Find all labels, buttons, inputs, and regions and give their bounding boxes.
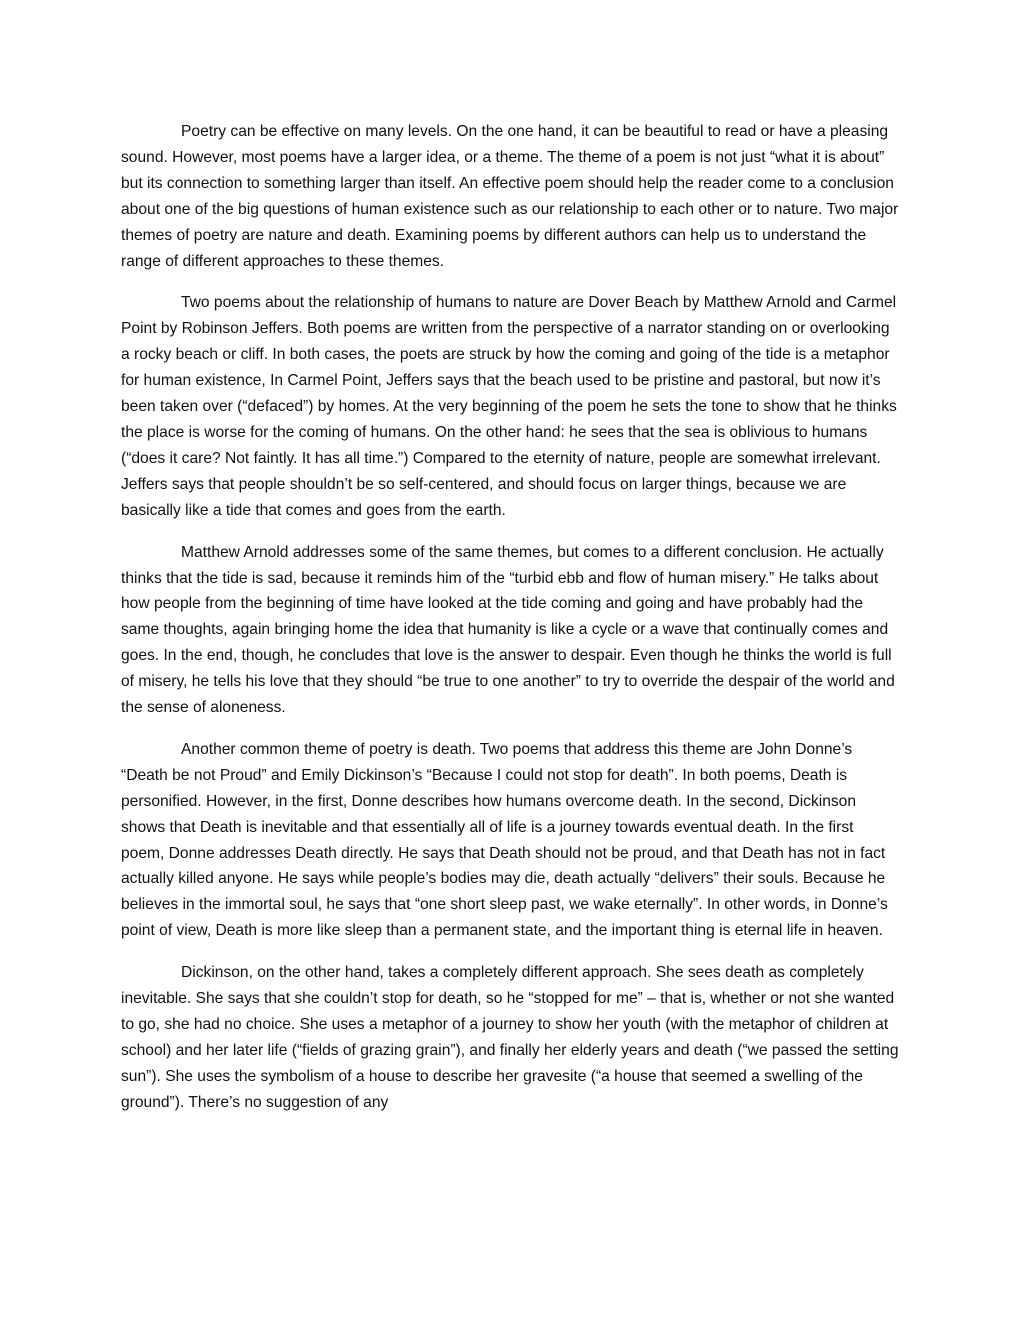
document-body — [121, 119, 901, 1116]
paragraph-dickinson: Dickinson, on the other hand, takes a completely different approach. She sees death as completely inevitable. She says that she couldn’t stop for death, so he “stopped for me” – that is, whether or not she wanted to go, she had no choice. She uses a metaphor of a journey to show her youth (with the metaphor of children at school) and her later life (“fields of grazing grain”), and finally her elderly years and death (“we passed the setting sun”). She uses the symbolism of a house to describe her gravesite (“a house that seemed a swelling of the ground”). There’s no suggestion of any — [121, 964, 899, 1111]
paragraph-intro: Poetry can be effective on many levels. On the one hand, it can be beautiful to read or have a pleasing sound. However, most poems have a larger idea, or a theme. The theme of a poem is not just “what it is about” but its connection to something larger than itself. An effective poem should help the reader come to a conclusion about one of the big questions of human existence such as our relationship to each other or to nature. Two major themes of poetry are nature and death. Examining poems by different authors can help us to understand the range of different approaches to these themes. — [121, 123, 899, 270]
paragraph-nature-poems: Two poems about the relationship of humans to nature are Dover Beach by Matthew Arnold and Carmel Point by Robinson Jeffers. Both poems are written from the perspective of a narrator standing on or overlooking a rocky beach or cliff. In both cases, the poets are struck by how the coming and going of the tide is a metaphor for human existence, In Carmel Point, Jeffers says that the beach used to be pristine and pastoral, but now it’s been taken over (“defaced”) by homes. At the very beginning of the poem he sets the tone to show that he thinks the place is worse for the coming of humans. On the other hand: he sees that the sea is oblivious to humans (“does it care? Not faintly. It has all time.”) Compared to the eternity of nature, people are somewhat irrelevant. Jeffers says that people shouldn’t be so self-centered, and should focus on larger things, because we are basically like a tide that comes and goes from the earth. — [121, 294, 897, 519]
paragraph-death-poems: Another common theme of poetry is death. Two poems that address this theme are John Donne’s “Death be not Proud” and Emily Dickinson’s “Because I could not stop for death”. In both poems, Death is personified. However, in the first, Donne describes how humans overcome death. In the second, Dickinson shows that Death is inevitable and that essentially all of life is a journey towards eventual death. In the first poem, Donne addresses Death directly. He says that Death should not be proud, and that Death has not in fact actually killed anyone. He says while people’s bodies may die, death actually “delivers” their souls. Because he believes in the immortal soul, he says that “one short sleep past, we wake eternally”. In other words, in Donne’s point of view, Death is more like sleep than a permanent state, and the important thing is eternal life in heaven. — [121, 740, 888, 940]
paragraph-arnold: Matthew Arnold addresses some of the same themes, but comes to a different conclusion. He actually thinks that the tide is sad, because it reminds him of the “turbid ebb and flow of human misery.” He talks about how people from the beginning of time have looked at the tide coming and going and have probably had the same thoughts, again bringing home the idea that humanity is like a cycle or a wave that continually comes and goes. In the end, though, he concludes that love is the answer to despair. Even though he thinks the world is full of misery, he tells his love that they should “be true to one another” to try to override the despair of the world and the sense of aloneness. — [121, 543, 895, 717]
